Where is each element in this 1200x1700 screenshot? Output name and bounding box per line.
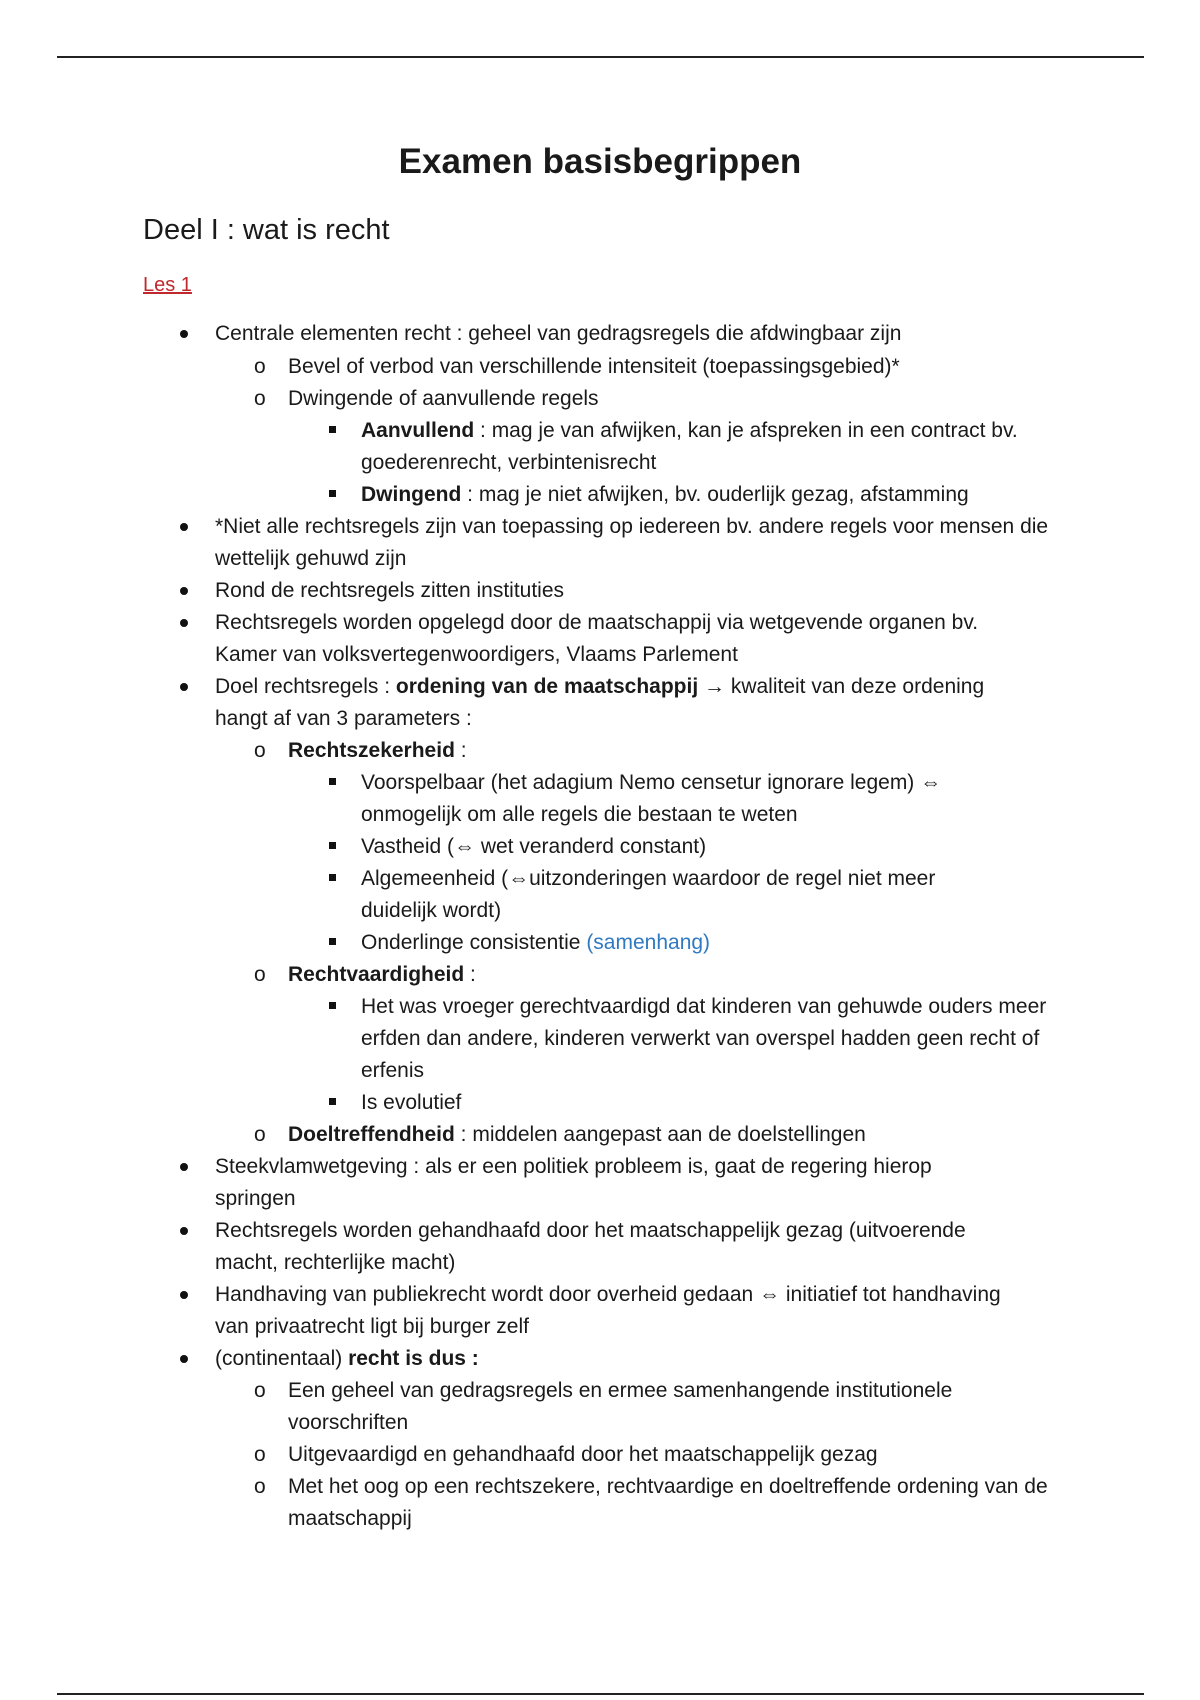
square-bullet-icon (329, 1098, 336, 1105)
square-bullet-icon (329, 1002, 336, 1009)
synonym-note: (samenhang) (586, 931, 711, 954)
list-item: Is evolutief (361, 1087, 1061, 1119)
square-bullet-icon (329, 426, 336, 433)
list-item: Het was vroeger gerechtvaardigd dat kinderen van gehuwde ouders meer erfden dan andere, kinderen verwerkt van overspel hadden geen recht of erfenis (361, 991, 1061, 1087)
bullet-icon (180, 1291, 188, 1299)
list-item: o Met het oog op een rechtszekere, rechtvaardige en doeltreffende ordening van de maatschappij (288, 1471, 1048, 1535)
lesson-heading: Les 1 (143, 274, 192, 296)
bullet-icon (180, 1163, 188, 1171)
list-item: *Niet alle rechtsregels zijn van toepassing op iedereen bv. andere regels voor mensen die wettelijk gehuwd zijn (215, 511, 1075, 575)
section-heading: Deel I : wat is recht (143, 214, 390, 246)
list-item: (continentaal) recht is dus : (215, 1343, 1075, 1375)
bullet-icon (180, 1355, 188, 1363)
circle-bullet-icon: o (254, 387, 266, 410)
bullet-icon (180, 587, 188, 595)
list-item: Rechtsregels worden opgelegd door de maatschappij via wetgevende organen bv. Kamer van volksvertegenwoordigers, Vlaams Parlement (215, 607, 1015, 671)
bullet-icon (180, 683, 188, 691)
list-item: o Dwingende of aanvullende regels (288, 383, 1058, 415)
list-item: Doel rechtsregels : ordening van de maatschappij → kwaliteit van deze ordening hangt af van 3 parameters : (215, 671, 1015, 735)
list-item: Steekvlamwetgeving : als er een politiek probleem is, gaat de regering hierop springen (215, 1151, 995, 1215)
list-item: Algemeenheid (⇔uitzonderingen waardoor de regel niet meer duidelijk wordt) (361, 863, 971, 927)
circle-bullet-icon: o (254, 355, 266, 378)
square-bullet-icon (329, 938, 336, 945)
list-item: o Een geheel van gedragsregels en ermee samenhangende institutionele voorschriften (288, 1375, 1008, 1439)
bullet-icon (180, 523, 188, 531)
notes-list (0, 318, 1200, 1535)
list-item: Centrale elementen recht : geheel van gedragsregels die afdwingbaar zijn (215, 318, 1075, 350)
page-title: Examen basisbegrippen (398, 142, 802, 181)
circle-bullet-icon: o (254, 1475, 266, 1498)
circle-bullet-icon: o (254, 1443, 266, 1466)
list-item: o Bevel of verbod van verschillende intensiteit (toepassingsgebied)* (288, 351, 1058, 383)
circle-bullet-icon: o (254, 739, 266, 762)
list-item: o Rechtvaardigheid : (288, 959, 1058, 991)
list-item: o Rechtszekerheid : (288, 735, 1058, 767)
list-item: Handhaving van publiekrecht wordt door overheid gedaan ⇔ initiatief tot handhaving van privaatrecht ligt bij burger zelf (215, 1279, 1015, 1343)
list-item: o Doeltreffendheid : middelen aangepast aan de doelstellingen (288, 1119, 1058, 1151)
square-bullet-icon (329, 778, 336, 785)
list-item: Onderlinge consistentie (samenhang) (361, 927, 1061, 959)
list-item: Voorspelbaar (het adagium Nemo censetur ignorare legem) ⇔ onmogelijk om alle regels die bestaan te weten (361, 767, 971, 831)
bullet-icon (180, 330, 188, 338)
list-item: Vastheid (⇔ wet veranderd constant) (361, 831, 1061, 863)
square-bullet-icon (329, 842, 336, 849)
square-bullet-icon (329, 874, 336, 881)
list-item: o Uitgevaardigd en gehandhaafd door het maatschappelijk gezag (288, 1439, 1058, 1471)
circle-bullet-icon: o (254, 1379, 266, 1402)
list-item: Rond de rechtsregels zitten instituties (215, 575, 1075, 607)
square-bullet-icon (329, 490, 336, 497)
circle-bullet-icon: o (254, 963, 266, 986)
circle-bullet-icon: o (254, 1123, 266, 1146)
footer-rule (57, 1693, 1144, 1695)
header-rule (57, 56, 1144, 58)
list-item: Dwingend : mag je niet afwijken, bv. ouderlijk gezag, afstamming (361, 479, 1061, 511)
list-item: Aanvullend : mag je van afwijken, kan je afspreken in een contract bv. goederenrecht, verbintenisrecht (361, 415, 1061, 479)
bullet-icon (180, 619, 188, 627)
list-item: Rechtsregels worden gehandhaafd door het maatschappelijk gezag (uitvoerende macht, rechterlijke macht) (215, 1215, 1015, 1279)
bullet-icon (180, 1227, 188, 1235)
